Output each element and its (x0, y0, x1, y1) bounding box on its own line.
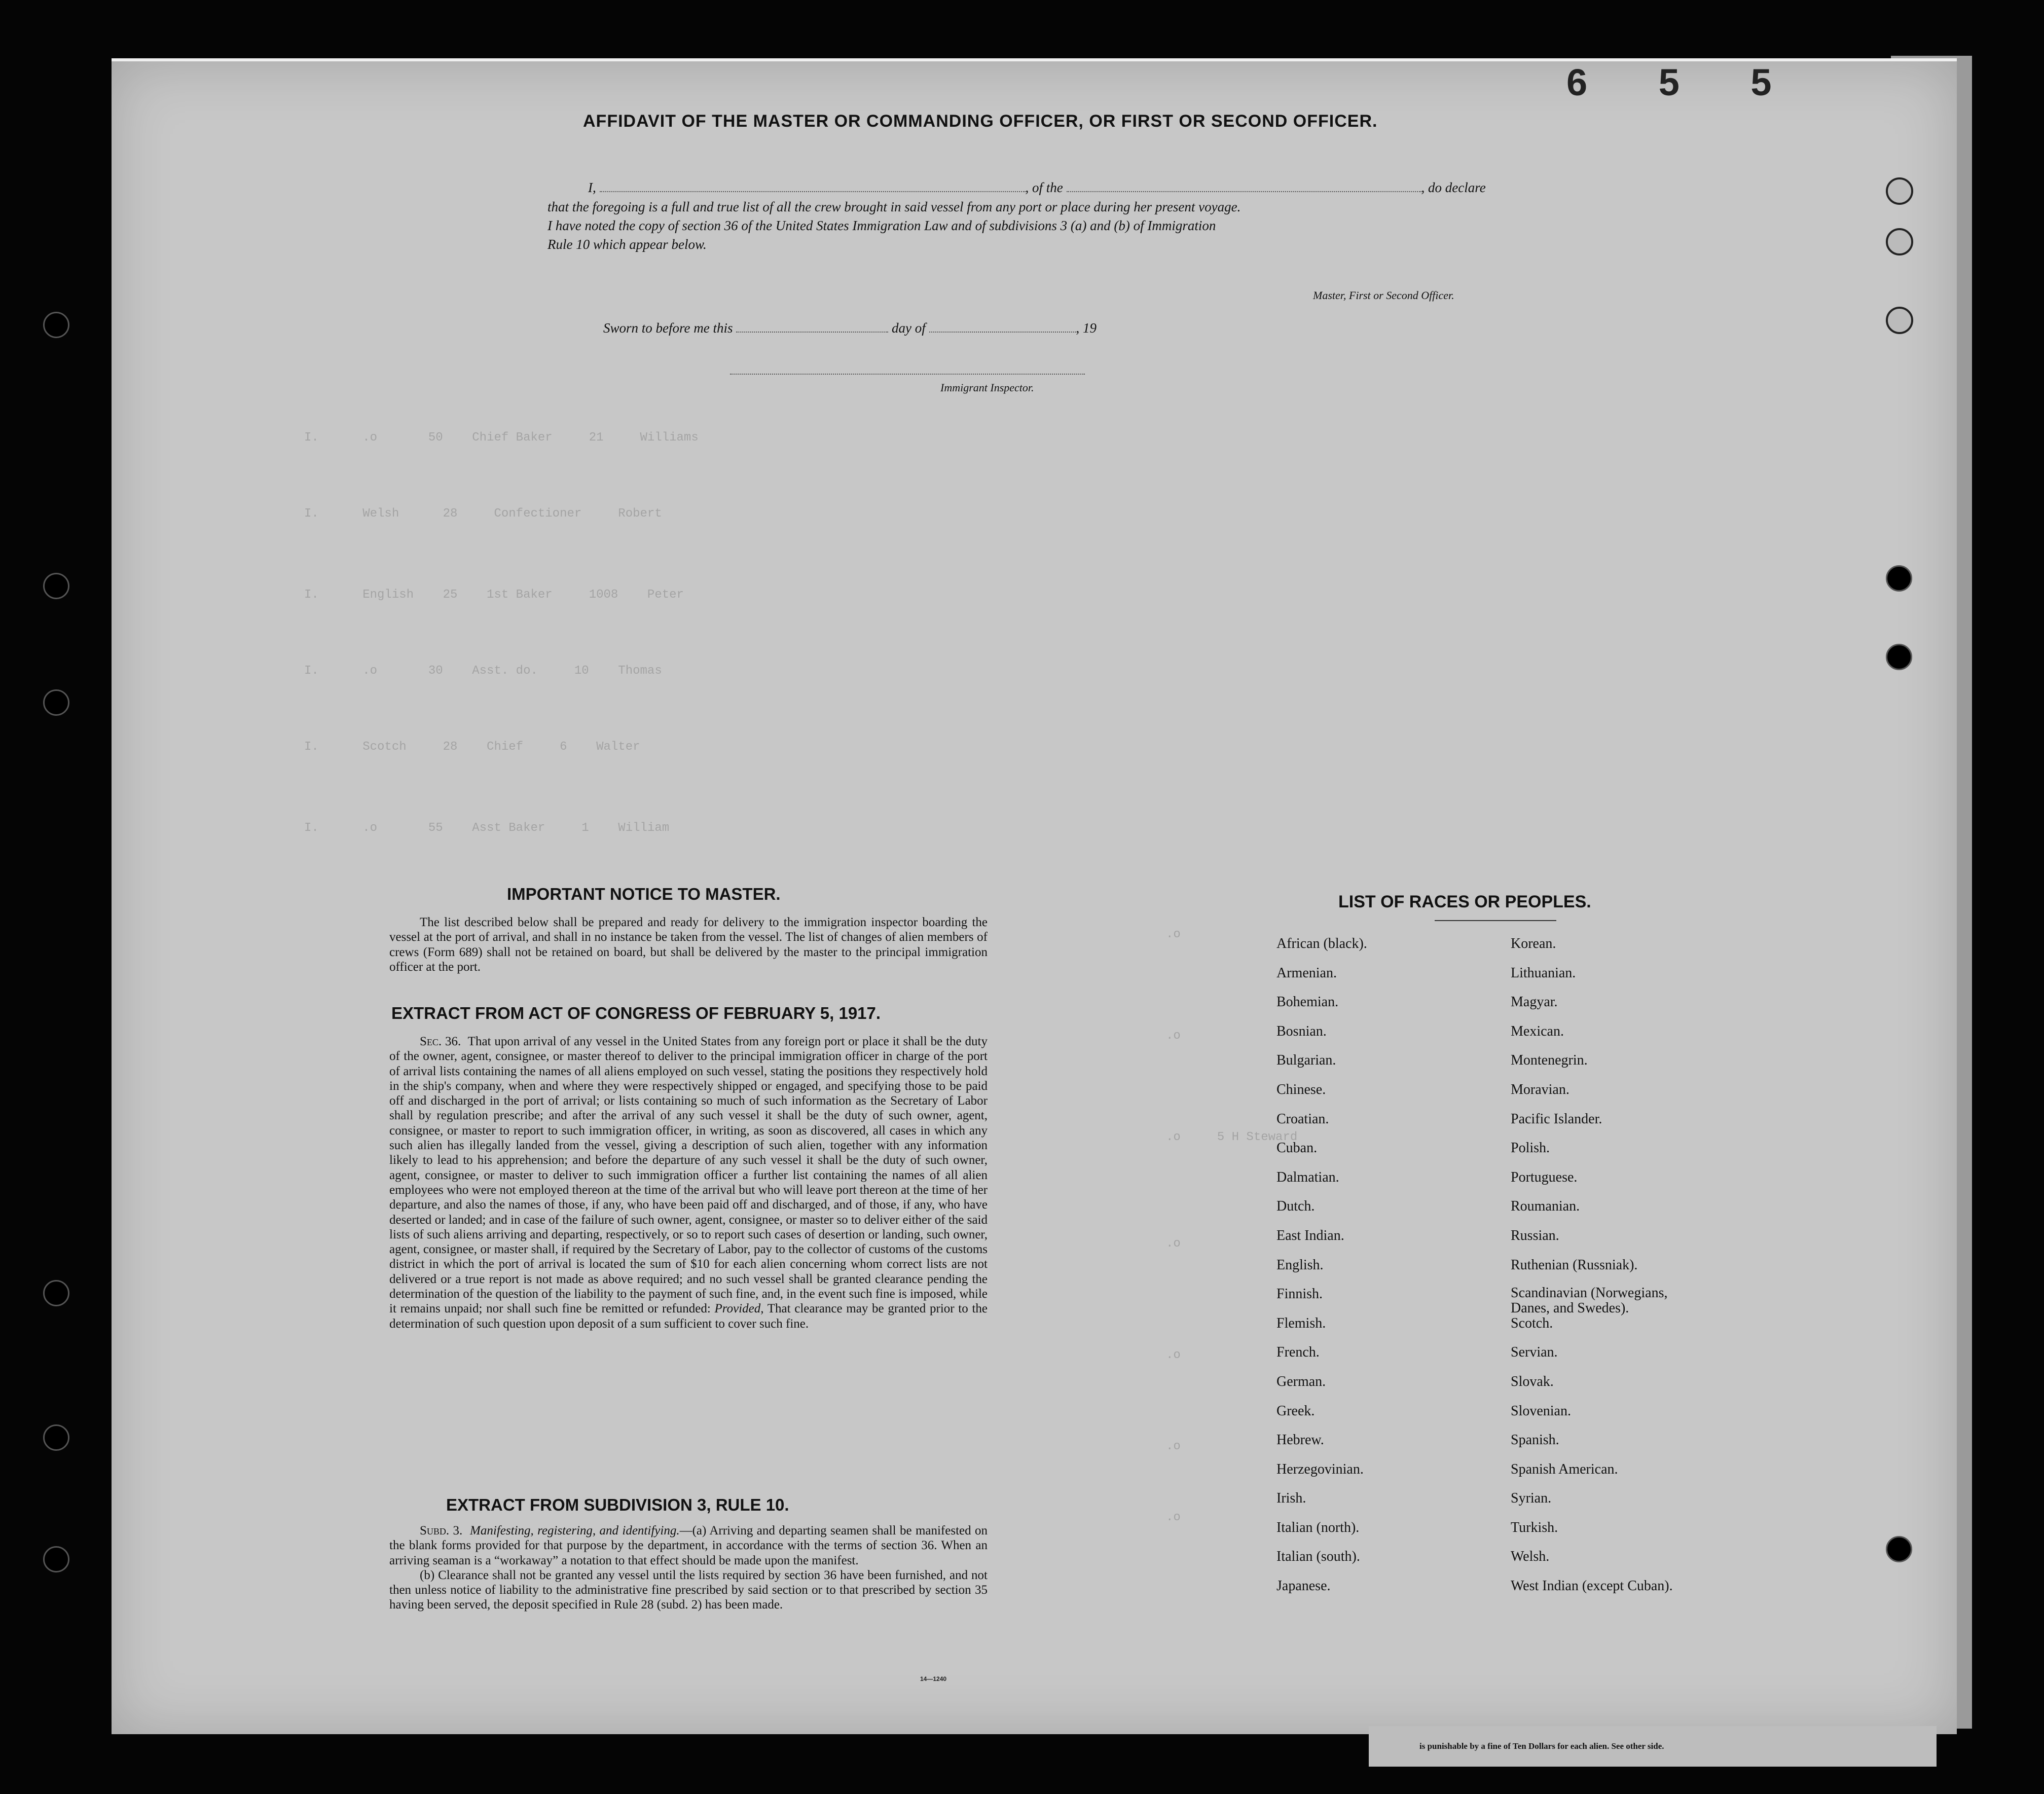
notice-paragraph (389, 915, 988, 974)
race-item: Croatian. (1276, 1111, 1329, 1127)
races-left-column (1276, 935, 1367, 1607)
rule-heading: EXTRACT FROM SUBDIVISION 3, RULE 10. (446, 1495, 789, 1514)
sworn-before-me: Sworn to before me this (603, 320, 733, 336)
race-item: Italian (south). (1276, 1549, 1360, 1565)
race-item: West Indian (except Cuban). (1511, 1578, 1673, 1594)
proviso-text: That clearance may be granted prior to the determination of such question upon deposit of a sum sufficient to cover such fine. (389, 1302, 988, 1331)
sec-label: Sec. 36. (420, 1035, 461, 1048)
race-item: French. (1276, 1344, 1320, 1361)
underlying-page-footnote: is punishable by a fine of Ten Dollars for each alien. See other side. (1419, 1741, 1664, 1751)
race-item: Spanish. (1511, 1432, 1559, 1448)
binder-hole (43, 1424, 69, 1451)
race-item: Dutch. (1276, 1198, 1315, 1215)
race-item: Pacific Islander. (1511, 1111, 1602, 1127)
race-item: Dalmatian. (1276, 1169, 1339, 1185)
affidavit-line-3: I have noted the copy of section 36 of the United States Immigration Law and of subdivisions 3 (a) and (b) of Immigration (548, 218, 1216, 233)
rule-para-a: —(a) Arriving and departing seamen shall be manifested on the blank forms provided for that purpose by the department, in accordance with the terms of section 36. When an arriving seaman is a “workaway” a notation to that effect should be made upon the manifest. (389, 1524, 988, 1567)
notice-text: The list described below shall be prepared and ready for delivery to the immigration inspector boarding the vessel at the port of arrival, and shall in no instance be taken from the vessel. The list of changes of alien members of crews (Form 689) shall not be retained on board, but shall be delivered by the master to the principal immigration officer at the port. (389, 916, 988, 974)
act-paragraph (389, 1034, 988, 1331)
races-right-column (1511, 935, 1693, 1607)
sworn-day-of: day of (892, 320, 926, 336)
race-item: Greek. (1276, 1403, 1315, 1419)
race-item: East Indian. (1276, 1227, 1344, 1243)
vessel-name-blank (1067, 181, 1421, 192)
binder-hole (1886, 644, 1912, 670)
subd-label: Subd. 3. (420, 1524, 463, 1537)
races-heading-rule (1435, 920, 1556, 921)
affidavit-title: AFFIDAVIT OF THE MASTER OR COMMANDING OFFICER, OR FIRST OR SECOND OFFICER. (583, 112, 1378, 131)
race-item: Chinese. (1276, 1081, 1326, 1097)
binder-hole (1886, 307, 1913, 334)
race-item: Japanese. (1276, 1578, 1331, 1594)
race-item: Moravian. (1511, 1081, 1570, 1097)
race-item: Welsh. (1511, 1549, 1550, 1565)
race-item: Hebrew. (1276, 1432, 1324, 1448)
affidavit-do-declare: , do declare (1421, 180, 1486, 195)
race-item: Turkish. (1511, 1519, 1558, 1535)
race-item: Polish. (1511, 1140, 1550, 1156)
race-item: Irish. (1276, 1490, 1306, 1507)
binder-hole (43, 689, 69, 716)
race-item: Lithuanian. (1511, 965, 1576, 981)
binder-hole (43, 312, 69, 338)
race-item: Portuguese. (1511, 1169, 1578, 1185)
notice-heading: IMPORTANT NOTICE TO MASTER. (507, 885, 781, 903)
act-text: That upon arrival of any vessel in the United States from any foreign port or place it shall be the duty of the owner, agent, consignee, or master thereof to deliver to the principal immigration officer in charge of the port of arrival lists containing the names of all aliens employed on such vessel, stating the positions they respectively hold in the ship's company, when and where they were respectively shipped or engaged, and specifying those to be paid off and discharged in the port of arrival; or lists containing so much of such information as the Secretary of Labor shall by regulation prescribe; and after the arrival of any such vessel it shall be the duty of such owner, agent, consignee, or master to report to such immigration officer, in writing, as soon as discovered, all cases in which any such alien has illegally landed from the vessel, giving a description of such alien, together with any information likely to lead to his apprehension; and before the departure of any such vessel it shall be the duty of such owner, agent, consignee, or master to deliver to such immigration officer a further list containing the names of all alien employees who were not employed thereon at the time of the arrival but who will leave port thereon at the time of her departure, and also the names of those, if any, who have been paid off and discharged, and of those, if any, who have deserted or landed; and in case of the failure of such owner, agent, consignee, or master so to deliver either of the said lists of such aliens arriving and departing, respectively, or so to report such cases of desertion or landing, such owner, agent, consignee, or master shall, if required by the Secretary of Labor, pay to the collector of customs of the customs district in which the port of arrival is located the sum of $10 for each alien concerning whom correct lists are not delivered or a true report is not made as above required; and no such vessel shall be granted clearance pending the determination of the question of the liability to the payment of such fine, and, in the event such fine is imposed, while it remains unpaid; nor shall such fine be remitted or refunded: (389, 1035, 988, 1316)
race-item: Scandinavian (Norwegians, Danes, and Swedes). (1511, 1285, 1668, 1316)
binder-hole (1886, 177, 1913, 205)
race-item: Servian. (1511, 1344, 1558, 1361)
master-name-blank (600, 181, 1026, 192)
race-item: Spanish American. (1511, 1461, 1618, 1477)
sworn-year: , 19 (1076, 320, 1097, 336)
rule-para-b: (b) Clearance shall not be granted any vessel until the lists required by section 36 have been furnished, and not then unless notice of liability to the administrative fine prescribed by said section or to that prescribed by section 35 having been served, the deposit specified in Rule 28 (subd. 2) has been made. (389, 1568, 988, 1612)
affidavit-i: I, (588, 180, 596, 195)
binder-hole (43, 1546, 69, 1572)
race-item: Bulgarian. (1276, 1052, 1336, 1069)
affidavit-line-4: Rule 10 which appear below. (548, 237, 707, 252)
race-item: Syrian. (1511, 1490, 1552, 1507)
proviso-label: Provided, (714, 1302, 764, 1316)
race-item: Herzegovinian. (1276, 1461, 1364, 1477)
subd-title: Manifesting, registering, and identifying. (470, 1524, 680, 1537)
race-item: Finnish. (1276, 1286, 1323, 1302)
act-heading: EXTRACT FROM ACT OF CONGRESS OF FEBRUARY 5, 1917. (391, 1004, 881, 1022)
race-item: Roumanian. (1511, 1198, 1580, 1215)
binder-hole (43, 573, 69, 599)
race-item: African (black). (1276, 936, 1367, 951)
race-item: English. (1276, 1257, 1324, 1273)
corner-page-marks: 6 5 5 (1566, 61, 1802, 103)
rule-paragraph (389, 1523, 988, 1613)
affidavit-of-the: , of the (1025, 180, 1063, 195)
race-item: Armenian. (1276, 965, 1337, 981)
race-item: Korean. (1511, 936, 1556, 951)
binder-hole (1886, 1536, 1912, 1562)
sworn-date-blank (736, 321, 888, 333)
race-item: Ruthenian (Russniak). (1511, 1257, 1638, 1273)
race-item: Cuban. (1276, 1140, 1318, 1156)
race-item: Montenegrin. (1511, 1052, 1588, 1069)
inspector-label: Immigrant Inspector. (940, 381, 1034, 394)
race-item: Bohemian. (1276, 994, 1339, 1010)
race-item: Flemish. (1276, 1315, 1326, 1331)
race-item: Magyar. (1511, 994, 1558, 1010)
race-item: Slovak. (1511, 1373, 1554, 1389)
race-item: Slovenian. (1511, 1403, 1571, 1419)
race-item: Mexican. (1511, 1023, 1564, 1039)
race-item: Russian. (1511, 1227, 1559, 1243)
sworn-month-blank (929, 321, 1076, 333)
sworn-line (603, 320, 1097, 336)
inspector-signature-line (730, 374, 1085, 375)
master-signature-label: Master, First or Second Officer. (1313, 289, 1454, 302)
binder-hole (43, 1280, 69, 1306)
binder-hole (1886, 228, 1913, 255)
race-item: Italian (north). (1276, 1519, 1360, 1535)
races-heading: LIST OF RACES OR PEOPLES. (1338, 892, 1591, 911)
affidavit-line-2: that the foregoing is a full and true list of all the crew brought in said vessel from any port or place during her present voyage. (548, 199, 1241, 214)
binder-hole (1886, 565, 1912, 592)
form-number: 14—1240 (920, 1675, 947, 1682)
race-item: German. (1276, 1373, 1326, 1389)
race-item: Bosnian. (1276, 1023, 1327, 1039)
race-item: Scotch. (1511, 1315, 1553, 1331)
affidavit-declaration-line (588, 180, 1486, 196)
